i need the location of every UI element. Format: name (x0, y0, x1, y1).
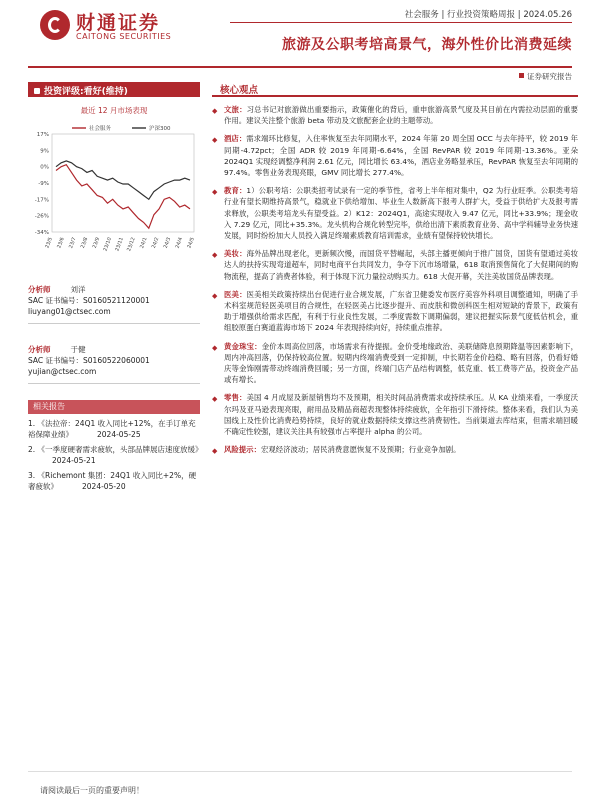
core-views-title: 核心观点 (212, 82, 578, 97)
chart-x-tick-label: 24/5 (186, 236, 196, 250)
core-view-keyword: 文旅： (224, 105, 247, 114)
diamond-bullet-icon: ◆ (212, 343, 218, 352)
core-view-keyword: 医美： (224, 289, 247, 299)
related-report-item[interactable] (28, 418, 200, 440)
rating-label: 投资评级:看好(维持) (44, 87, 128, 97)
chart-y-tick-label: 9% (40, 148, 49, 155)
analyst-section (28, 284, 200, 384)
related-reports-header: 相关报告 (28, 400, 200, 414)
analyst-email[interactable]: yujian@ctsec.com (28, 367, 97, 376)
analyst-name: 于健 (70, 345, 86, 354)
core-view-text: 1）公职考培：公职类招考试录有一定的季节性，省考上半年相对集中，Q2 为行业旺季。公职类考培行业有望长期维持高景气，稳就业下供给增加、毕业生人数新高下报考人群扩大，受益于供给扩大及报考需求释放，公职类考培龙头有望受益。2）K12：2024Q1，高途实现收入 9.47 亿元，同比+33.9%；现金收入 7.29 亿元，同比+35.3%。龙头机构合规化转型完毕，供给出清下素质教育业务、高中学科辅导业务快速发展，同时纷纷加大人员投入满足终端素质教育培训需求，业绩有望保持较快增长。 (224, 186, 578, 241)
analyst-role: 分析师 (28, 345, 51, 354)
report-meta: 社会服务 | 行业投资策略周报 | 2024.05.26 (404, 10, 572, 20)
chart-series-line-social-services (56, 165, 190, 229)
diamond-bullet-icon: ◆ (212, 251, 218, 260)
chart-y-tick-label: -9% (38, 181, 49, 187)
report-title: 旅游及公职考培高景气，海外性价比消费延续 (282, 37, 572, 53)
core-view-item (212, 104, 578, 126)
chart-x-tick-label: 23/10 (102, 236, 114, 253)
analyst-email[interactable]: liuyang01@ctsec.com (28, 307, 111, 316)
core-view-item (212, 185, 578, 241)
page-header (0, 0, 600, 70)
research-report-label: 证券研究报告 (527, 72, 572, 81)
related-report-date: 2024-05-25 (97, 430, 141, 439)
chart-y-tick-label: -34% (34, 230, 49, 236)
chart-x-tick-label: 23/12 (126, 236, 137, 253)
chart-x-tick-label: 23/11 (114, 236, 125, 253)
footer-divider (28, 771, 572, 772)
core-view-text: 金价本周高位回落，市场需求有待提振。金价受地缘政治、美联储降息预期降温等因素影响下，周内冲高回落，仍保持较高位置。短期内终端消费受到一定抑制，中长期若金价趋稳、略有回落，仍看好婚庆等金饰刚需带动终端消费回暖；另一方面，终端门店产品结构调整，低克重、低工费等产品，投资金产品或有增长。 (224, 341, 578, 385)
related-report-title: 1. 《法拉帝：24Q1 收入同比+12%，在手订单充裕保障业绩》 (28, 419, 196, 439)
analyst-divider (28, 323, 200, 324)
diamond-bullet-icon: ◆ (212, 188, 218, 197)
chart-y-tick-label: -26% (34, 213, 49, 220)
chart-x-tick-label: 23/8 (79, 236, 90, 250)
chart-x-tick-label: 24/4 (174, 236, 185, 250)
rating-bullet-icon (34, 88, 40, 94)
header-divider (230, 22, 572, 23)
core-views-list (212, 104, 578, 455)
core-view-keyword: 零售： (224, 393, 247, 403)
company-logo-icon (40, 10, 70, 40)
analyst-card (28, 284, 200, 317)
chart-x-tick-label: 23/5 (44, 236, 54, 250)
diamond-bullet-icon: ◆ (212, 395, 218, 404)
chart-y-tick-label: 0% (40, 164, 49, 171)
analyst-divider (28, 383, 200, 384)
market-performance-chart (28, 120, 200, 270)
chart-plot-border (52, 134, 194, 232)
related-report-item[interactable] (28, 444, 203, 466)
core-view-text: 需求端环比修复，入住率恢复至去年同期水平，2024 年第 20 周全国 OCC 与去年持平，较 2019 年同期-4.72pct；全国 ADR 较 2019 年同期-6.64%，全国 RevPAR 较 2019 年同期-13.36%。亚朵 2024Q1 实现经调整净利润 2.61 亿元，同比增长 63.4%，酒店业务略显承压，RevPAR 恢复至去年同期的 97.4%。零售业务表现亮眼，GMV 同比增长 277.4%。 (224, 134, 578, 178)
core-view-item (212, 133, 578, 178)
core-views-section (212, 82, 578, 455)
analyst-card (28, 344, 200, 377)
chart-x-tick-label: 23/6 (56, 236, 66, 250)
diamond-bullet-icon: ◆ (212, 291, 218, 300)
core-view-keyword: 酒店： (224, 134, 247, 144)
analyst-cert: SAC 证书编号：S0160522060001 (28, 356, 150, 365)
chart-legend-label: 社会服务 (89, 126, 112, 132)
related-report-title: 3. 《Richemont 集团：24Q1 收入同比+2%，硬奢疲软》 (28, 471, 197, 491)
chart-x-tick-label: 24/2 (150, 236, 161, 250)
chart-x-tick-label: 23/9 (91, 236, 102, 250)
core-view-item (212, 444, 578, 455)
chart-x-tick-label: 24/1 (139, 236, 149, 250)
analyst-cert: SAC 证书编号：S0160521120001 (28, 296, 150, 305)
related-report-title: 2. 《一季度硬奢需求疲软，头部品牌展店速度放缓》 (28, 445, 203, 454)
core-view-text: 宏观经济波动；居民消费意愿恢复不及预期；行业竞争加剧。 (260, 445, 461, 455)
disclaimer-notice: 请阅读最后一页的重要声明！ (40, 786, 144, 795)
diamond-bullet-icon: ◆ (212, 447, 218, 456)
core-view-item (212, 248, 578, 282)
core-view-keyword: 教育： (224, 186, 247, 196)
chart-y-tick-label: -17% (34, 197, 49, 204)
core-view-item (212, 392, 578, 437)
chart-x-tick-label: 23/7 (68, 236, 78, 250)
core-view-text: 美国 4 月成屋及新屋销售均不及预期，相关时间品消费需求或持续承压。从 KA 业绩来看，一季度沃尔玛及亚马逊表现亮眼，耐用品及精品商超表现整体持续疲软，全年指引下滑持续。整体来看，我们认为美国线上及性价比消费趋势持续，良好的就业数据持续支撑这些消费韧性。当前渠道去库结束，但需求端回暖不确定性较强，建议关注具有较强市占率提升 alpha 的公司。 (224, 393, 578, 437)
related-report-date: 2024-05-20 (82, 482, 126, 491)
core-view-keyword: 风险提示： (224, 445, 261, 455)
core-view-text: 海外品牌出现老化，更新频次慢，而国货平替崛起，头部主播更倾向于推广国货，国货有望通过美妆达人的扶持实现弯道超车，同时电商平台共同发力，争夺下沉市场增量，618 取消预售简化了大促期间的购物流程，提高了消费者体验，利于体现下沉力量拉动购买力。618 大促开幕，关注美妆国货品牌表现。 (224, 249, 578, 281)
chart-x-tick-label: 24/3 (162, 236, 173, 250)
related-report-date: 2024-05-21 (52, 456, 96, 465)
market-performance-svg (28, 120, 200, 270)
left-sidebar (28, 82, 203, 496)
core-view-text: 习总书记对旅游做出重要指示，政策催化的背后，重申旅游高景气度及其目前在内需拉动层面的重要作用。建议关注整个旅游 beta 带动及文旅配套企业的主题带动。 (224, 105, 578, 126)
related-reports-list (28, 418, 203, 492)
core-view-text: 医美相关政策持续出台促进行业合规发展，广东省卫健委发布医疗美容外科项目调整通知，明确了手术科室规范轻医美项目的合规性，在轻医美占比逐步提升、而皮肤和微创科医生相对短缺的背景下，政策有助于增强供给需求匹配，有利于行业良性发展，二季度需数下调期偏弱，建议把握实际景气度低估机会，重组胶原蛋白赛道蓝海市场下 2024 年表现持续向好，持续重点推荐。 (224, 289, 578, 333)
logo-english-name: CAITONG SECURITIES (76, 32, 172, 41)
investment-rating (28, 84, 200, 97)
core-view-item (212, 341, 578, 386)
core-view-item (212, 289, 578, 334)
diamond-bullet-icon: ◆ (212, 136, 218, 145)
analyst-name: 刘洋 (70, 285, 86, 294)
analyst-role: 分析师 (28, 285, 51, 294)
core-view-keyword: 黄金珠宝： (224, 341, 262, 351)
header-bottom-rule (28, 66, 572, 68)
logo-chinese-name: 财通证券 (76, 12, 161, 34)
core-view-keyword: 美妆： (224, 249, 247, 259)
chart-y-tick-label: 17% (36, 132, 49, 138)
chart-legend-label: 沪深300 (149, 126, 171, 132)
research-report-tag (519, 71, 572, 82)
square-bullet-icon (519, 73, 524, 78)
chart-caption: 最近 12 月市场表现 (80, 106, 148, 115)
diamond-bullet-icon: ◆ (212, 107, 218, 115)
related-report-item[interactable] (28, 470, 200, 492)
